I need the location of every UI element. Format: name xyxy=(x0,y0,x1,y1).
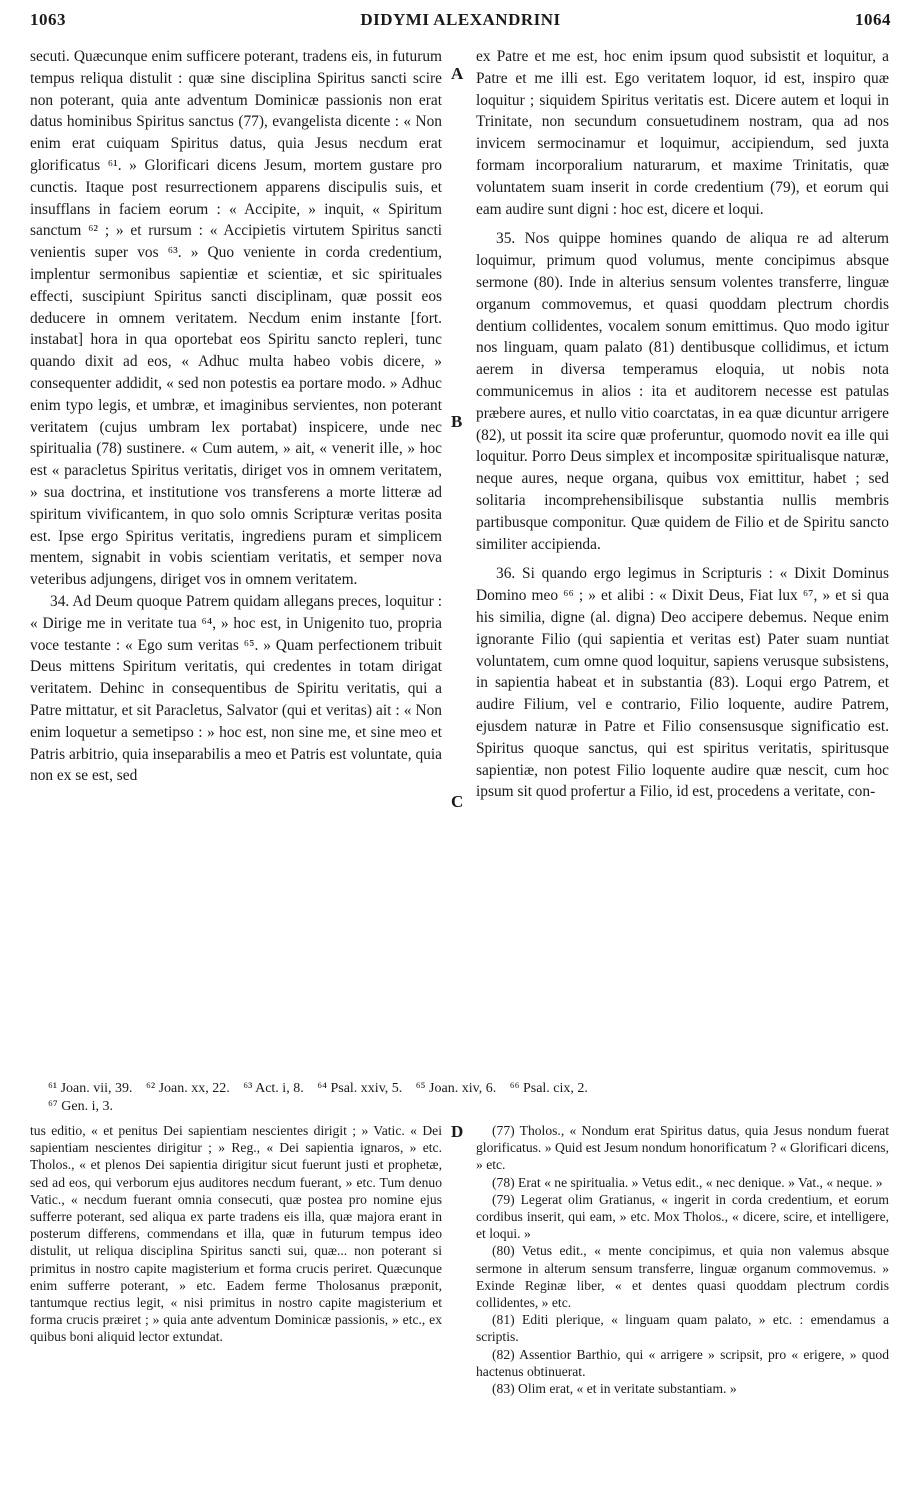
note-83: (83) Olim erat, « et in veritate substantiam. » xyxy=(492,1381,737,1397)
footnote-ref: ⁶⁷ Gen. i, 3. xyxy=(48,1099,113,1114)
section-marker-b: B xyxy=(451,412,463,431)
note-82: (82) Assentior Barthio, qui « arrigere » scripsit, pro « erigere, » quod hactenus obtinuerat. xyxy=(476,1346,889,1379)
right-paragraph-35: 35. Nos quippe homines quando de aliqua re ad alterum loquimur, primum quod volumus, mente concipimus absque sermone (80). Inde in alterius sensum volentes transferre, linguæ organum commovemus, et quasi quoddam plectrum chordis dentium collidentes, vocalem sonum emittimus. Quo modo igitur nos linguam, quam palato (81) dentibusque collidimus, et ictum aerem in diversa temperamus eloquia, ut nobis nota communicemus in alios : ita et auditorem necesse est patulas præbere aures, et nullo vitio coarctatas, in ea quæ dicuntur arrigere (82), ut possit ita scire quæ proferuntur, quomodo novit ea ille qui loquitur. Porro Deus simplex et incompositæ spiritualisque naturæ, neque aures, neque organa, quibus vox emittitur, habet ; sed solitaria incomprehensibilisque substantia nullis membris partibusque componitur. Quæ quidem de Filio et de Spiritu sancto similiter accipienda. xyxy=(476,230,889,553)
editorial-notes-right xyxy=(476,1122,889,1397)
right-paragraph-36: 36. Si quando ergo legimus in Scripturis : « Dixit Dominus Domino meo ⁶⁶ ; » et alibi : « Dixit Deus, Fiat lux ⁶⁷, » et si qua his similia, digne (al. digna) Deo accipere debemus. Neque enim ignorante Filio (qui sapientia et veritas est) Pater suam nuntiat voluntatem, cum omne quod loquitur, sapiens verusque subsistens, in sapientia habeat et in substantia (83). Loqui ergo Patrem, et audire Filium, vel e contrario, Filio loquente, audire Patrem, ejusdem naturæ in Patre et Filio consensusque significatio est. Spiritus quoque sanctus, qui est spiritus veritatis, spiritusque sapientiæ, non potest Filio loquente audire quæ nescit, cum hoc ipsum sit quod profertur a Filio, id est, procedens a veritate, con- xyxy=(476,565,889,801)
scripture-references xyxy=(48,1080,891,1116)
section-marker-a: A xyxy=(451,64,464,83)
right-text-column xyxy=(476,46,889,803)
note-81: (81) Editi plerique, « linguam quam palato, » etc. : emendamus a scriptis. xyxy=(476,1312,889,1345)
footnote-ref: ⁶¹ Joan. vii, 39. xyxy=(48,1081,133,1096)
note-continuation: tus editio, « et penitus Dei sapientiam nescientes dirigit ; » Vatic. « Dei sapientiam nescientes dirigitur ; » Reg., « Dei sapientia ignaros, » etc. Tholos., « et plenos Dei sapientia dirigitur sicut fuerunt justi et prophetæ, sed ad eos, qui verborum ejus auditores necdum fuerant, » etc. Tum denuo Vatic., « necdum fuerant omnia consecuti, quæ postea pro nomine ejus sufferre poterant, sed aliqua ex parte tradens eis illa, quæ majora erant in posterum differens, commendans et illa, quæ in futurum tempus ideo distulit, ut reliqua disciplina Spiritus sancti sui, quæ... non poterant si primitus in nostro capite magisterium et forma crucis periret. Quæcunque enim sufferre poterant, » etc. Eadem ferme Tholosanus præponit, tantumque rectius legit, « nisi primitus in nostro capite magisterium et forma crucis præiret ; » quia ante adventum Dominicæ passionis, » etc., ex quibus boni aliquid lector extundat. xyxy=(30,1123,442,1345)
note-78: (78) Erat « ne spiritualia. » Vetus edit., « nec denique. » Vat., « neque. » xyxy=(492,1174,883,1190)
footnote-ref: ⁶⁴ Psal. xxiv, 5. xyxy=(317,1081,403,1096)
running-title: DIDYMI ALEXANDRINI xyxy=(360,10,561,29)
note-77: (77) Tholos., « Nondum erat Spiritus datus, quia Jesus nondum fuerat glorificatus. » Quid est Jesum nondum honorificatum ? « Glorificari dicens, » etc. xyxy=(476,1123,889,1173)
left-paragraph-1: secuti. Quæcunque enim sufficere poterant, tradens eis, in futurum tempus reliqua distulit : quæ sine disciplina Spiritus sancti scire non poterant, quia ante adventum Dominicæ passionis non erat datus hominibus Spiritus sanctus (77), evangelista dicente : « Non enim erat cuiquam Spiritus datus, quia Jesus necdum erat glorificatus ⁶¹. » Glorificari dicens Jesum, mortem gustare pro cunctis. Itaque post resurrectionem apparens discipulis suis, et insufflans in faciem eorum : « Accipite, » inquit, « Spiritum sanctum ⁶² ; » et rursum : « Accipietis virtutem Spiritus sancti venientis super vos ⁶³. » Quo veniente in corda credentium, implentur sermonibus sapientiæ et scientiæ, et sic spirituales effecti, suscipiunt Spiritus sancti disciplinam, quæ possit eos deducere in omnem veritatem. Necdum enim instante [fort. instabat] hora in qua oportebat eos Spiritu sancto repleri, tunc quando dixit ad eos, « Adhuc multa habeo vobis dicere, » consequenter addidit, « sed non potestis ea portare modo. » Adhuc enim typo legis, et umbræ, et imaginibus servientes, non poterant veritatem (cujus umbram lex portabat) inspicere, unde nec spiritualia (78) sustinere. « Cum autem, » ait, « venerit ille, » hoc est « paracletus Spiritus veritatis, diriget vos in omnem veritatem, » sua doctrina, et institutione vos transferens a morte litteræ ad spiritum vivificantem, in quo solo omnis Scripturæ veritas posita est. Ipse ergo Spiritus veritatis, ingrediens puram et simplicem mentem, signabit in vobis scientiam veritatis, et semper nova veteribus adjungens, diriget vos in omnem veritatem. xyxy=(30,48,442,589)
note-80: (80) Vetus edit., « mente concipimus, et quia non valemus absque sermone in alterum sensum transferre, linguæ organum commovemus. » Exinde Reginæ liber, « et dentes quasi quoddam plectrum cordis collidentes, » etc. xyxy=(476,1243,889,1311)
page-number-left: 1063 xyxy=(30,10,66,29)
left-paragraph-34: 34. Ad Deum quoque Patrem quidam allegans preces, loquitur : « Dirige me in veritate tua ⁶⁴, » hoc est, in Unigenito tuo, propria voce testante : « Ego sum veritas ⁶⁵. » Quam perfectionem tribuit Deus mittens Spiritum veritatis, qui credentes in totam dirigat veritatem. Dehinc in consequentibus de Spiritu veritatis, qui a Patre mittatur, et sit Paracletus, Salvator (qui et veritas) ait : « Non enim loquetur a semetipso : » hoc est, non sine me, et sine meo et Patris arbitrio, quia inseparabilis a meo et Patris est voluntate, quia non ex se est, sed xyxy=(30,592,442,785)
footnote-ref: ⁶⁵ Joan. xiv, 6. xyxy=(415,1081,497,1096)
footnote-ref: ⁶² Joan. xx, 22. xyxy=(146,1081,230,1096)
page-number-right: 1064 xyxy=(855,10,891,29)
section-marker-c: C xyxy=(451,792,464,811)
editorial-notes-left xyxy=(30,1122,442,1346)
running-header xyxy=(30,6,891,42)
footnote-ref: ⁶⁶ Psal. cix, 2. xyxy=(509,1081,588,1096)
right-paragraph-1: ex Patre et me est, hoc enim ipsum quod subsistit et loquitur, a Patre et me illi est. Ego veritatem loquor, id est, inspiro quæ loquitur ; siquidem Spiritus veritatis est. Dicere autem et loqui in Trinitate, non secundum consuetudinem nostram, qua ad nos invicem sermocinamur et loquimur, accipiendum, sed juxta formam incorporalium naturarum, et maxime Trinitatis, quæ voluntatem suam inserit in corde credentium (79), et eorum qui eam audire sunt digni : hoc est, dicere et loqui. xyxy=(476,48,889,218)
left-text-column xyxy=(30,46,442,787)
footnote-ref: ⁶³ Act. i, 8. xyxy=(243,1081,304,1096)
section-marker-d: D xyxy=(451,1122,464,1141)
note-79: (79) Legerat olim Gratianus, « ingerit in corda credentium, et eorum cordibus inserit, qui eam, » etc. Mox Tholos., « dicere, scire, et intelligere, et loqui. » xyxy=(476,1191,889,1242)
